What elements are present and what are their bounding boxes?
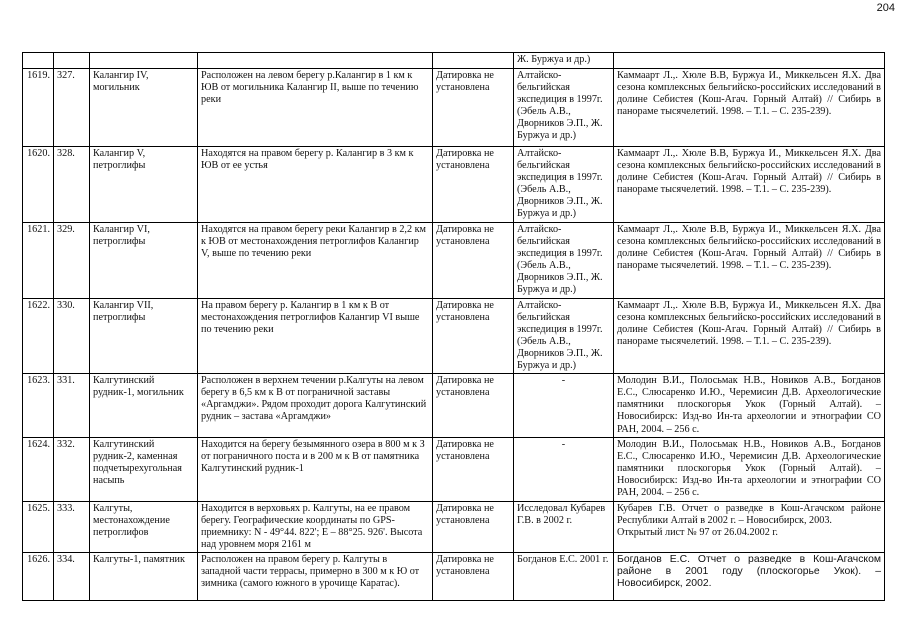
table-row [23,69,885,147]
location-cell: Находятся на правом берегу р. Калангир в 3 км к ЮВ от ее устья [198,147,433,223]
dating-cell: Датировка не установлена [433,552,514,600]
item-number-cell: 329. [54,222,90,298]
name-cell: Калангир VI, петроглифы [90,222,198,298]
reg-number-cell: 1622. [23,298,54,374]
reference-cell [614,501,885,552]
location-cell: Расположен в верхнем течении р.Калгуты на левом берегу в 6,5 км к В от пограничной заставы «Аргамджи». Рядом проходит дорога Калгутинский рудник – застава «Аргамджи» [198,374,433,437]
table-row [23,298,885,374]
reference-cell: Каммаарт Л.,. Хюле В.В, Буржуа И., Миккельсен Я.Х. Два сезона комплексных бельгийско-российских исследований в долине Себистея (Кош-Агач. Горный Алтай) // Сибирь в панораме тысячелетий. 1998. – Т.1. – С. 235-239). [614,147,885,223]
dating-cell: Датировка не установлена [433,298,514,374]
item-number-cell: 334. [54,552,90,600]
dating-cell: Датировка не установлена [433,69,514,147]
investigator-cell: - [514,374,614,437]
investigator-cell: Алтайско-бельгийская экспедиция в 1997г. (Эбель А.В., Дворников Э.П., Ж. Буржуа и др.) [514,69,614,147]
reference-cell: Каммаарт Л.,. Хюле В.В, Буржуа И., Миккельсен Я.Х. Два сезона комплексных бельгийско-российских исследований в долине Себистея (Кош-Агач. Горный Алтай) // Сибирь в панораме тысячелетий. 1998. – Т.1. – С. 235-239). [614,69,885,147]
item-number-cell: 328. [54,147,90,223]
location-cell: Расположен на правом берегу р. Калгуты в западной части террасы, примерно в 300 м к Ю от зимника (самого южного в урочище Каратас). [198,552,433,600]
reference-cell: Богданов Е.С. Отчет о разведке в Кош-Агачском районе в 2001 году (плоскогорье Укок). – Новосибирск, 2002. [614,552,885,600]
name-cell: Калангир VII, петроглифы [90,298,198,374]
reg-number-cell [23,53,54,69]
reg-number-cell: 1621. [23,222,54,298]
table-row [23,501,885,552]
reference-text: Кубарев Г.В. Отчет о разведке в Кош-Агачском районе Республики Алтай в 2002 г. – Новосибирск, 2003. [617,502,881,526]
investigator-cell: Алтайско-бельгийская экспедиция в 1997г. (Эбель А.В., Дворников Э.П., Ж. Буржуа и др.) [514,298,614,374]
dating-cell: Датировка не установлена [433,437,514,501]
table-row [23,222,885,298]
table-row [23,147,885,223]
reference-cell [614,53,885,69]
reg-number-cell: 1620. [23,147,54,223]
name-cell: Калгуты, местонахождение петроглифов [90,501,198,552]
dating-cell: Датировка не установлена [433,147,514,223]
item-number-cell: 330. [54,298,90,374]
location-cell [198,53,433,69]
item-number-cell: 327. [54,69,90,147]
permit-note: Открытый лист № 97 от 26.04.2002 г. [617,526,778,538]
table-row [23,437,885,501]
item-number-cell: 331. [54,374,90,437]
reg-number-cell: 1619. [23,69,54,147]
investigator-cell: Ж. Буржуа и др.) [514,53,614,69]
location-cell: На правом берегу р. Калангир в 1 км к В от местонахождения петроглифов Калангир VI выше по течению реки [198,298,433,374]
location-cell: Находятся на правом берегу реки Калангир в 2,2 км к ЮВ от местонахождения петроглифов Калангир V, выше по течению реки [198,222,433,298]
investigator-cell: Алтайско-бельгийская экспедиция в 1997г. (Эбель А.В., Дворников Э.П., Ж. Буржуа и др.) [514,222,614,298]
table-row [23,374,885,437]
monument-registry-table [22,52,885,601]
item-number-cell: 332. [54,437,90,501]
investigator-cell: Богданов Е.С. 2001 г. [514,552,614,600]
reference-cell: Молодин В.И., Полосьмак Н.В., Новиков А.В., Богданов Е.С., Слюсаренко И.Ю., Черемисин Д.В. Археологические памятники плоскогорья Укок (Горный Алтай). – Новосибирск: Изд-во Ин-та археологии и этнографии СО РАН, 2004. – 256 с. [614,374,885,437]
reference-cell: Молодин В.И., Полосьмак Н.В., Новиков А.В., Богданов Е.С., Слюсаренко И.Ю., Черемисин Д.В. Археологические памятники плоскогорья Укок (Горный Алтай). – Новосибирск: Изд-во Ин-та археологии и этнографии СО РАН, 2004. – 256 с. [614,437,885,501]
location-cell: Расположен на левом берегу р.Калангир в 1 км к ЮВ от могильника Калангир II, выше по течению реки [198,69,433,147]
investigator-cell: Алтайско-бельгийская экспедиция в 1997г. (Эбель А.В., Дворников Э.П., Ж. Буржуа и др.) [514,147,614,223]
name-cell [90,53,198,69]
investigator-cell: - [514,437,614,501]
table-row-continuation [23,53,885,69]
page-number: 204 [876,2,895,14]
item-number-cell: 333. [54,501,90,552]
dating-cell [433,53,514,69]
location-cell: Находится на берегу безымянного озера в 800 м к З от пограничного поста и в 200 м к В от памятника Калгутинский рудник-1 [198,437,433,501]
name-cell: Калгутинский рудник-1, могильник [90,374,198,437]
dating-cell: Датировка не установлена [433,374,514,437]
name-cell: Калгуты-1, памятник [90,552,198,600]
reg-number-cell: 1626. [23,552,54,600]
dating-cell: Датировка не установлена [433,222,514,298]
name-cell: Калангир V, петроглифы [90,147,198,223]
reg-number-cell: 1624. [23,437,54,501]
dating-cell: Датировка не установлена [433,501,514,552]
reg-number-cell: 1623. [23,374,54,437]
reg-number-cell: 1625. [23,501,54,552]
location-cell: Находится в верховьях р. Калгуты, на ее правом берегу. Географические координаты по GPS-приемнику: N - 49°44. 822'; E – 88°25. 926'. Высота над уровнем моря 2161 м [198,501,433,552]
name-cell: Калангир IV, могильник [90,69,198,147]
table-row [23,552,885,600]
reference-cell: Каммаарт Л.,. Хюле В.В, Буржуа И., Миккельсен Я.Х. Два сезона комплексных бельгийско-российских исследований в долине Себистея (Кош-Агач. Горный Алтай) // Сибирь в панораме тысячелетий. 1998. – Т.1. – С. 235-239). [614,222,885,298]
item-number-cell [54,53,90,69]
reference-cell: Каммаарт Л.,. Хюле В.В, Буржуа И., Миккельсен Я.Х. Два сезона комплексных бельгийско-российских исследований в долине Себистея (Кош-Агач. Горный Алтай) // Сибирь в панораме тысячелетий. 1998. – Т.1. – С. 235-239). [614,298,885,374]
investigator-cell: Исследовал Кубарев Г.В. в 2002 г. [514,501,614,552]
name-cell: Калгутинский рудник-2, каменная подчетырехугольная насыпь [90,437,198,501]
